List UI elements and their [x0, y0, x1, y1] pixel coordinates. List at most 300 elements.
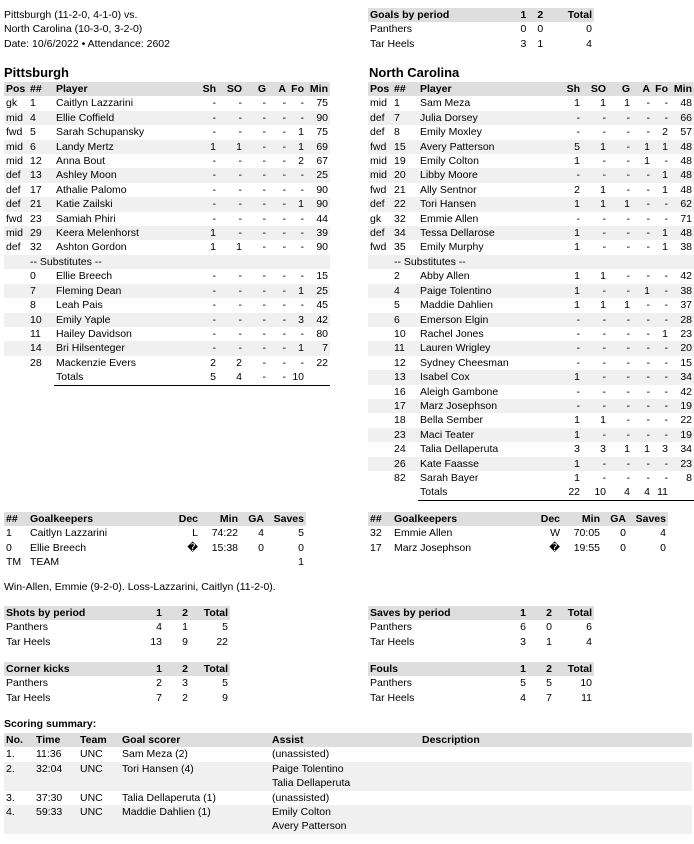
stat-g: - — [262, 212, 266, 225]
stat-sh: 1 — [560, 284, 582, 298]
stat-fo: - — [300, 299, 304, 312]
stat-fo: 1 — [288, 197, 306, 211]
gk-saves: 5 — [298, 527, 304, 540]
stat-sh: - — [576, 327, 580, 340]
stat-a: - — [282, 241, 286, 254]
stat-min: 19 — [670, 399, 694, 413]
gk-name: Emmie Allen — [394, 527, 453, 540]
stat-a: - — [268, 168, 288, 182]
stat-so: - — [582, 284, 608, 298]
stat-min: 57 — [680, 126, 692, 139]
stat-a: - — [632, 313, 652, 327]
stat-sh: - — [212, 97, 216, 110]
goals-by-period-title: Goals by period — [368, 8, 511, 22]
stat-a: - — [632, 341, 652, 355]
player-name: Ashton Gordon — [56, 241, 127, 254]
scoring-summary-table: No. Time Team Goal scorer Assist Description 1. 11:36 UNC Sam Meza (2) (unassisted) 2. 32:04 UNC Tori Hansen (4) Paige Tolentino Talia Dellaperuta 3. 37:30 UNC Talia Dellaperuta (1) (unassisted) 4. 59:33 UNC Maddie Dahlien (1) Emily Colton Avery Patterson — [4, 733, 692, 834]
stat-fo: 2 — [662, 126, 668, 139]
goal-number: 3. — [6, 791, 15, 804]
table-row: Tar Heels 4 7 11 — [370, 691, 592, 704]
player-row — [368, 111, 694, 125]
gk-minutes: 19:55 — [573, 541, 600, 554]
stat-min: 90 — [316, 241, 328, 254]
stat-so: 1 — [600, 183, 606, 196]
player-row — [368, 125, 694, 139]
stat-sh: 1 — [560, 197, 582, 211]
goalkeeper-row — [368, 526, 668, 540]
stat-so: - — [582, 168, 608, 182]
stat-a: - — [632, 226, 652, 240]
gk-saves: 0 — [660, 541, 666, 554]
table-row: Tar Heels 13 9 22 — [6, 635, 228, 648]
player-number: 17 — [30, 183, 42, 196]
player-position — [368, 269, 392, 283]
player-row — [4, 125, 330, 139]
total-so: 4 — [218, 370, 244, 385]
player-row — [368, 154, 694, 168]
player-number: 17 — [392, 399, 418, 413]
stat-min: 75 — [316, 126, 328, 139]
stat-min: 62 — [670, 197, 694, 211]
gk-name: Marz Josephson — [394, 541, 472, 554]
player-row — [4, 140, 330, 154]
player-name: Marz Josephson — [418, 399, 560, 413]
player-position: def — [4, 168, 28, 182]
goalkeeper-row — [4, 555, 306, 569]
stat-so: 1 — [600, 414, 606, 427]
player-row — [4, 168, 330, 182]
stat-a: - — [282, 212, 286, 225]
stat-g: - — [262, 183, 266, 196]
stat-g: - — [626, 241, 630, 254]
player-name: Sydney Cheesman — [420, 356, 509, 369]
stat-so: - — [602, 327, 606, 340]
stat-so: - — [238, 155, 242, 168]
player-number: 35 — [394, 241, 406, 254]
stat-a: 1 — [644, 155, 650, 168]
totals-label: Totals — [54, 370, 196, 385]
game-header — [4, 8, 170, 51]
stat-sh: - — [196, 341, 218, 355]
stat-fo: - — [664, 212, 668, 225]
stat-g: - — [262, 270, 266, 283]
goal-assist: (unassisted) — [272, 791, 330, 804]
player-number: 13 — [392, 370, 418, 384]
stat-g: - — [608, 140, 632, 154]
stat-a: - — [268, 341, 288, 355]
stat-fo: - — [652, 284, 670, 298]
stat-g: - — [608, 226, 632, 240]
stat-a: - — [646, 212, 650, 225]
total-g: - — [244, 370, 268, 385]
stat-min: 20 — [670, 341, 694, 355]
table-row: Tar Heels 3 1 4 — [370, 37, 592, 50]
stat-a: - — [282, 299, 286, 312]
stat-fo: - — [652, 457, 670, 471]
stat-fo: - — [664, 299, 668, 312]
stat-so: - — [238, 299, 242, 312]
stat-fo: - — [652, 111, 670, 125]
stat-min: 42 — [306, 313, 330, 327]
player-position — [4, 269, 28, 283]
player-row — [4, 183, 330, 197]
player-position: fwd — [6, 212, 23, 225]
goal-row-continued — [4, 776, 692, 790]
goal-assist: Paige Tolentino — [270, 762, 420, 776]
stat-fo: 1 — [298, 126, 304, 139]
gk-saves: 4 — [660, 527, 666, 540]
player-row — [4, 226, 330, 240]
stat-sh: 1 — [574, 241, 580, 254]
stat-so: - — [218, 168, 244, 182]
stat-min: 48 — [670, 226, 694, 240]
player-row — [368, 399, 694, 413]
stat-fo: 1 — [652, 140, 670, 154]
goal-row — [4, 762, 692, 776]
stat-sh: 1 — [196, 226, 218, 240]
player-position — [368, 413, 392, 427]
stat-a: - — [646, 356, 650, 369]
player-name: Samiah Phiri — [56, 212, 116, 225]
player-position: def — [6, 241, 21, 254]
stat-fo: 1 — [662, 327, 668, 340]
stat-sh: - — [196, 284, 218, 298]
stat-min: 48 — [670, 168, 694, 182]
stat-fo: 1 — [288, 284, 306, 298]
goal-assist-2: Talia Dellaperuta — [270, 776, 420, 790]
stat-so: - — [218, 313, 244, 327]
player-number: 24 — [394, 443, 406, 456]
stat-fo: 3 — [288, 313, 306, 327]
stat-g: - — [262, 126, 266, 139]
stat-a: - — [268, 284, 288, 298]
stat-so: - — [582, 457, 608, 471]
stat-g: - — [626, 212, 630, 225]
stat-a: - — [646, 327, 650, 340]
stat-g: - — [626, 155, 630, 168]
player-name: Ellie Breech — [56, 270, 113, 283]
stat-min: 25 — [306, 284, 330, 298]
player-number: 32 — [30, 241, 42, 254]
player-row — [4, 111, 330, 125]
stat-a: - — [646, 299, 650, 312]
gk-goals-against: 0 — [258, 541, 264, 554]
player-name: Kate Faasse — [418, 457, 560, 471]
player-name: Maci Teater — [418, 428, 560, 442]
totals-label: Totals — [418, 485, 560, 500]
stat-a: - — [632, 197, 652, 211]
stat-so: - — [582, 370, 608, 384]
player-name: Ally Sentnor — [420, 183, 477, 196]
stat-a: - — [632, 428, 652, 442]
player-position — [368, 284, 392, 298]
player-name: Tessa Dellarose — [418, 226, 560, 240]
unc-goalkeepers-table: ## Goalkeepers Dec Min GA Saves 32 Emmie Allen W 70:05 0 4 17 Marz Josephson � 19:55 0 0 — [370, 513, 666, 554]
player-number: 12 — [394, 356, 406, 369]
goal-number: 2. — [4, 762, 34, 776]
stat-fo: - — [652, 341, 670, 355]
stat-min: 90 — [306, 197, 330, 211]
gk-number: 32 — [370, 527, 382, 540]
stat-sh: - — [560, 111, 582, 125]
goal-scorer: Maddie Dahlien (1) — [120, 805, 270, 819]
stat-g: - — [608, 457, 632, 471]
stat-min: 25 — [306, 168, 330, 182]
stat-g: 1 — [624, 299, 630, 312]
gk-goals-against — [240, 555, 266, 569]
table-row: Panthers 6 0 6 — [370, 621, 592, 634]
gk-decision: W — [550, 527, 560, 540]
player-position: fwd — [370, 241, 387, 254]
gk-minutes: 15:38 — [211, 541, 238, 554]
player-row — [4, 284, 330, 298]
stat-a: - — [282, 126, 286, 139]
stat-so: - — [602, 385, 606, 398]
stat-so: 1 — [582, 140, 608, 154]
stat-min: 39 — [306, 226, 330, 240]
player-position: def — [6, 183, 21, 196]
stat-sh: 1 — [560, 226, 582, 240]
stat-min: 8 — [686, 471, 692, 484]
gk-saves: 0 — [298, 541, 304, 554]
player-row — [368, 457, 694, 471]
player-name: Katie Zailski — [54, 197, 196, 211]
player-name: Sam Meza — [420, 97, 471, 110]
corner-kicks-table: Corner kicks 1 2 Total Panthers 2 3 5 Tar Heels 7 2 9 — [6, 663, 228, 704]
stat-min: 22 — [680, 414, 692, 427]
pitt-header-row: Pos ## Player Sh SO G A Fo Min — [6, 83, 328, 95]
player-row — [368, 428, 694, 442]
stat-sh: - — [212, 183, 216, 196]
gk-minutes: 70:05 — [573, 527, 600, 540]
table-row: Panthers 5 5 10 — [370, 677, 592, 690]
gk-decision — [160, 555, 200, 569]
stat-fo: 1 — [662, 183, 668, 196]
stat-min: 69 — [306, 140, 330, 154]
player-row — [4, 96, 330, 110]
stat-a: - — [646, 270, 650, 283]
goal-team: UNC — [80, 748, 103, 761]
player-name: Bella Sember — [420, 414, 484, 427]
player-row — [368, 284, 694, 298]
stat-sh: - — [212, 327, 216, 340]
stat-min: 15 — [316, 270, 328, 283]
stat-g: - — [608, 168, 632, 182]
player-name: Maddie Dahlien — [420, 299, 493, 312]
stat-a: - — [646, 183, 650, 196]
stat-a: - — [646, 97, 650, 110]
stat-so: - — [218, 111, 244, 125]
gk-goals-against: 0 — [620, 527, 626, 540]
stat-so: 2 — [236, 356, 242, 369]
stat-g: - — [244, 140, 268, 154]
stat-so: 1 — [600, 97, 606, 110]
header-line-1: Pittsburgh (11-2-0, 4-1-0) vs. — [4, 9, 138, 21]
goal-number: 1. — [6, 748, 15, 761]
player-row — [4, 240, 330, 254]
goalkeeper-row — [4, 541, 306, 555]
player-number: 8 — [30, 299, 36, 312]
player-position: def — [368, 197, 392, 211]
player-name: Caitlyn Lazzarini — [56, 97, 134, 110]
stat-a: - — [268, 197, 288, 211]
stat-sh: 1 — [560, 457, 582, 471]
stat-a: - — [646, 126, 650, 139]
player-number: 10 — [394, 327, 406, 340]
stat-g: - — [608, 399, 632, 413]
player-row — [368, 183, 694, 197]
scoring-summary-title: Scoring summary: — [4, 718, 97, 730]
stat-min: 23 — [680, 327, 692, 340]
pitt-player-table — [4, 82, 330, 386]
player-name: Keera Melenhorst — [54, 226, 196, 240]
total-g: 4 — [608, 485, 632, 500]
player-name: Julia Dorsey — [418, 111, 560, 125]
fouls-table: Fouls 1 2 Total Panthers 5 5 10 Tar Heels 4 7 11 — [370, 663, 592, 704]
stat-sh: - — [576, 212, 580, 225]
stat-g: - — [626, 385, 630, 398]
player-row — [4, 341, 330, 355]
player-name: Paige Tolentino — [418, 284, 560, 298]
stat-so: - — [602, 155, 606, 168]
player-position — [368, 341, 392, 355]
player-row — [368, 341, 694, 355]
stat-g: - — [626, 327, 630, 340]
gk-decision: � — [549, 541, 560, 554]
stat-min: 75 — [316, 97, 328, 110]
stat-a: - — [282, 327, 286, 340]
stat-g: - — [626, 126, 630, 139]
goal-assist: (unassisted) — [272, 748, 330, 761]
table-row: Tar Heels 3 1 4 — [370, 635, 592, 648]
player-number: 2 — [394, 270, 400, 283]
player-position: mid — [4, 111, 28, 125]
goal-row — [4, 791, 692, 805]
player-number: 23 — [392, 428, 418, 442]
stat-sh: 1 — [574, 155, 580, 168]
stat-sh: 1 — [196, 140, 218, 154]
stat-sh: - — [560, 341, 582, 355]
stat-sh: - — [560, 168, 582, 182]
player-number: 26 — [392, 457, 418, 471]
gk-minutes: 74:22 — [211, 527, 238, 540]
total-min — [670, 485, 694, 500]
stat-sh: 1 — [560, 370, 582, 384]
gk-decision: L — [192, 527, 198, 540]
goal-assist-2: Avery Patterson — [270, 819, 420, 833]
gk-saves: 1 — [298, 556, 304, 569]
goal-time: 32:04 — [34, 762, 78, 776]
stat-g: - — [608, 370, 632, 384]
stat-fo: - — [664, 155, 668, 168]
stat-fo: - — [652, 428, 670, 442]
stat-a: - — [632, 370, 652, 384]
player-number: 11 — [30, 327, 41, 340]
total-so: 10 — [582, 485, 608, 500]
stat-g: - — [244, 313, 268, 327]
player-position — [4, 313, 28, 327]
player-row — [4, 212, 330, 226]
stat-a: - — [646, 241, 650, 254]
player-number: 29 — [28, 226, 54, 240]
stat-so: 1 — [218, 140, 244, 154]
unc-header-row: Pos ## Player Sh SO G A Fo Min — [370, 83, 692, 95]
player-number: 8 — [394, 126, 400, 139]
stat-sh: - — [196, 111, 218, 125]
stat-sh: - — [576, 126, 580, 139]
player-number: 7 — [392, 111, 418, 125]
player-number: 20 — [392, 168, 418, 182]
stat-min: 38 — [670, 284, 694, 298]
stat-a: - — [282, 270, 286, 283]
player-number: 23 — [30, 212, 42, 225]
player-name: Libby Moore — [418, 168, 560, 182]
player-row — [368, 370, 694, 384]
player-position — [368, 370, 392, 384]
player-number: 21 — [394, 183, 406, 196]
stat-a: - — [646, 385, 650, 398]
stat-g: - — [626, 471, 630, 484]
stat-a: - — [282, 97, 286, 110]
player-name: Landy Mertz — [54, 140, 196, 154]
goal-time: 11:36 — [36, 748, 62, 761]
stat-min: 44 — [316, 212, 328, 225]
stat-sh: 1 — [574, 414, 580, 427]
stat-min: 90 — [316, 183, 328, 196]
goal-number: 4. — [4, 805, 34, 819]
player-name: Abby Allen — [420, 270, 470, 283]
stat-min: 71 — [680, 212, 692, 225]
player-number: 7 — [28, 284, 54, 298]
player-number: 4 — [28, 111, 54, 125]
table-row: Tar Heels 7 2 9 — [6, 691, 228, 704]
total-sh: 22 — [560, 485, 582, 500]
player-name: Emerson Elgin — [418, 313, 560, 327]
stat-so: 1 — [582, 197, 608, 211]
stat-fo: - — [300, 270, 304, 283]
stat-sh: 2 — [210, 356, 216, 369]
stat-so: - — [238, 270, 242, 283]
player-position — [368, 471, 392, 485]
stat-fo: - — [664, 97, 668, 110]
player-row — [368, 212, 694, 226]
stat-sh: - — [212, 155, 216, 168]
gk-number: 0 — [6, 541, 12, 554]
player-name: Fleming Dean — [54, 284, 196, 298]
player-number: 0 — [30, 270, 36, 283]
player-row — [368, 313, 694, 327]
stat-min: 34 — [670, 370, 694, 384]
player-position — [4, 356, 28, 370]
stat-so: - — [582, 428, 608, 442]
player-position — [368, 442, 392, 456]
player-row — [368, 413, 694, 427]
stat-a: 1 — [644, 443, 650, 456]
goal-assist: Emily Colton — [270, 805, 420, 819]
player-name: Emily Murphy — [420, 241, 484, 254]
player-position: mid — [4, 140, 28, 154]
player-name: Leah Pais — [56, 299, 103, 312]
stat-fo: 1 — [662, 241, 668, 254]
stat-sh: - — [560, 399, 582, 413]
player-row — [368, 140, 694, 154]
player-row — [368, 168, 694, 182]
stat-a: - — [646, 414, 650, 427]
goal-scorer: Talia Dellaperuta (1) — [122, 791, 216, 804]
stat-min: 37 — [680, 299, 692, 312]
stat-so: - — [238, 97, 242, 110]
player-name: Aleigh Gambone — [420, 385, 499, 398]
